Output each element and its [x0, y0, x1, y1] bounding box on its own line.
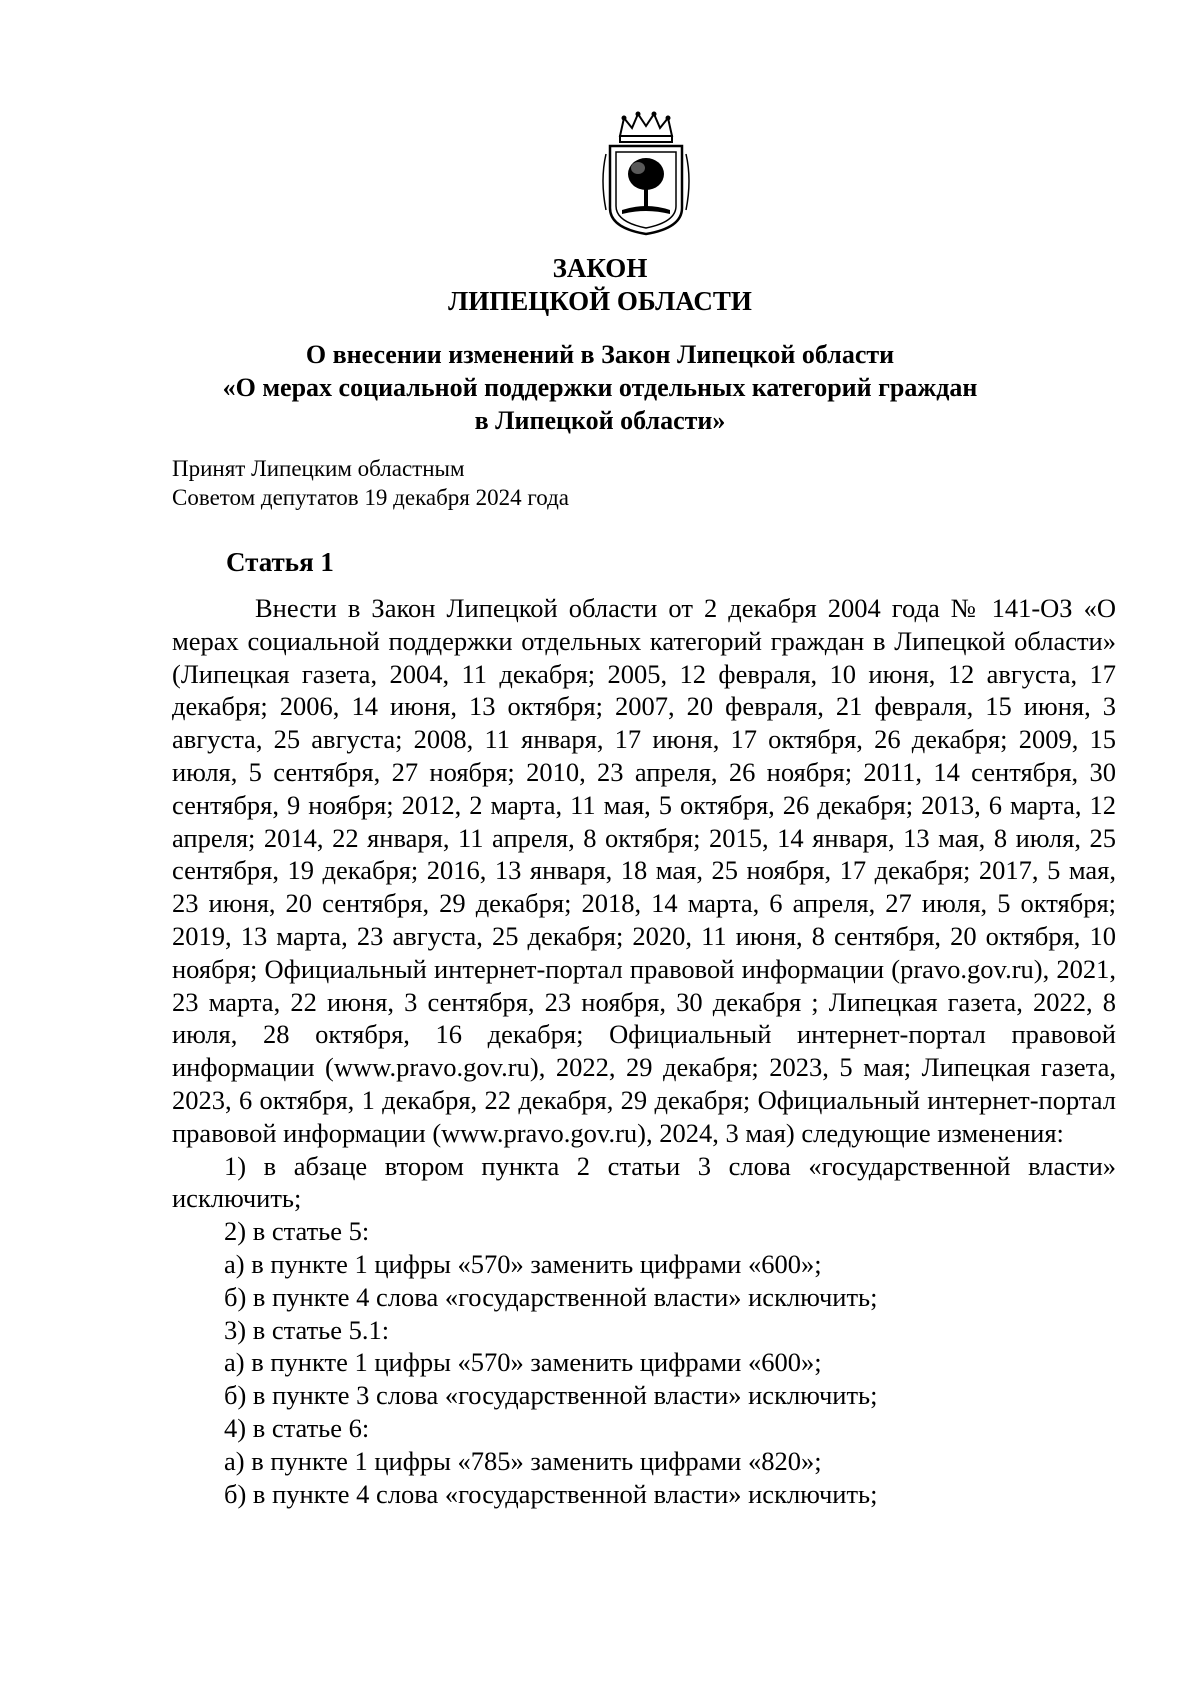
law-region: ЛИПЕЦКОЙ ОБЛАСТИ — [448, 286, 752, 316]
article-intro: Внести в Закон Липецкой области от 2 декабря 2004 года № 141-ОЗ «О мерах социальной поддержки отдельных категорий граждан в Липецкой области» (Липецкая газета, 2004, 11 декабря; 2005, 12 февраля, 10 июня, 12 августа, 17 декабря; 2006, 14 июня, 13 октября; 2007, 20 февраля, 21 февраля, 15 июня, 3 августа, 25 августа; 2008, 11 января, 17 июня, 17 октября, 26 декабря; 2009, 15 июля, 5 сентября, 27 ноября; 2010, 23 апреля, 26 ноября; 2011, 14 сентября, 30 сентября, 9 ноября; 2012, 2 марта, 11 мая, 5 октября, 26 декабря; 2013, 6 марта, 12 апреля; 2014, 22 января, 11 апреля, 8 октября; 2015, 14 января, 13 мая, 8 июля, 25 сентября, 19 декабря; 2016, 13 января, 18 мая, 25 ноября, 17 декабря; 2017, 5 мая, 23 июня, 20 сентября, 29 декабря; 2018, 14 марта, 6 апреля, 27 июля, 5 октября; 2019, 13 марта, 23 августа, 25 декабря; 2020, 11 июня, 8 сентября, 20 октября, 10 ноября; Официальный интернет-портал правовой информации (pravo.gov.ru), 2021, 23 марта, 22 июня, 3 сентября, 23 ноября, 30 декабря ; Липецкая газета, 2022, 8 июля, 28 октября, 16 декабря; Официальный интернет-портал правовой информации (www.pravo.gov.ru), 2022, 29 декабря; 2023, 5 мая; Липецкая газета, 2023, 6 октября, 1 декабря, 22 декабря, 29 декабря; Официальный интернет-портал правовой информации (www.pravo.gov.ru), 2024, 3 мая) следующие изменения: — [172, 593, 1116, 1148]
list-item: 2) в статье 5: — [224, 1216, 370, 1247]
list-item: б) в пункте 4 слова «государственной власти» исключить; — [224, 1281, 878, 1312]
law-subtitle-line2: «О мерах социальной поддержки отдельных категорий граждан — [222, 373, 978, 402]
law-subtitle-line1: О внесении изменений в Закон Липецкой области — [305, 340, 895, 369]
article-heading: Статья 1 — [226, 547, 334, 577]
list-item: а) в пункте 1 цифры «570» заменить цифрами «600»; — [224, 1248, 822, 1279]
list-item: б) в пункте 4 слова «государственной власти» исключить; — [224, 1478, 878, 1509]
list-item: б) в пункте 3 слова «государственной власти» исключить; — [224, 1380, 878, 1411]
adoption-line2: Советом депутатов 19 декабря 2024 года — [172, 485, 569, 510]
article-body — [172, 592, 1116, 1510]
list-item: а) в пункте 1 цифры «570» заменить цифрами «600»; — [224, 1347, 822, 1378]
list-item: а) в пункте 1 цифры «785» заменить цифрами «820»; — [224, 1445, 822, 1476]
list-item: 3) в статье 5.1: — [224, 1314, 390, 1345]
law-title: ЗАКОН — [552, 253, 648, 283]
adoption-line1: Принят Липецким областным — [172, 456, 465, 481]
list-item: 1) в абзаце втором пункта 2 статьи 3 слова «государственной власти» исключить; — [172, 1150, 1116, 1214]
list-item: 4) в статье 6: — [224, 1412, 370, 1443]
coat-of-arms-icon — [598, 110, 694, 238]
law-subtitle-line3: в Липецкой области» — [474, 406, 726, 435]
